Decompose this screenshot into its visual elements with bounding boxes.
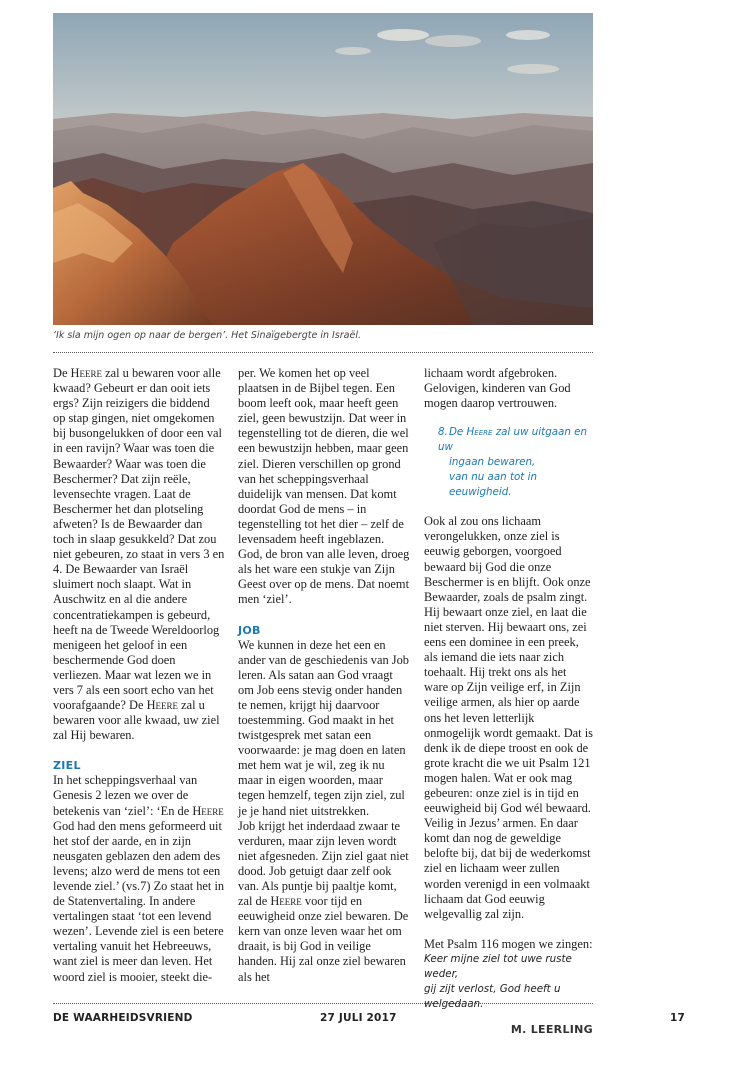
column-2 [238,366,410,985]
photo-caption: ‘Ik sla mijn ogen op naar de bergen’. Het Sinaïgebergte in Israël. [53,330,361,341]
paragraph: Met Psalm 116 mogen we zingen: [424,936,593,951]
spacer [424,922,593,937]
verse-number: 8. [438,426,448,439]
paragraph: lichaam wordt afgebroken. Gelovigen, kinderen van God mogen daarop vertrouwen. [424,366,571,411]
top-dotted-rule [53,352,593,353]
paragraph: per. We komen het op veel plaatsen in de Bijbel tegen. Een boom leeft ook, maar heeft geen ziel, geen bewustzijn. Dat weer in tegenstelling tot de dieren, die wel een bewustzijn hebben, maar geen ziel. Dieren verschillen op grond van het scheppingsverhaal duidelijk van mensen. Dat komt doordat God de mens – in tegenstelling tot het dier – zelf de levensadem heeft ingeblazen. God, de bron van alle leven, droeg als het ware een stukje van Zijn Geest over op de mens. Dat noemt men ‘ziel’. [238,366,410,607]
lord-smallcaps: Heere [466,426,493,439]
footer-dotted-rule [53,1003,593,1004]
paragraph: De Heere zal u bewaren voor alle kwaad? Gebeurt er dan ooit iets ergs? Zijn reizigers die biddend op stap gingen, niet omgekomen bij busongelukken of door een val in een ravijn? Waar was toen die Bewaarder? Waar was toen die Beschermer? Dat zijn reële, levensechte vragen. Laat de Beschermer het dan plotseling afweten? Is de Bewaarder dan toch in slaap gesukkeld? Dat zou niet gebeuren, zo staat in vers 3 en 4. De Bewaarder van Israël sluimert noch slaapt. Wat in Auschwitz en al die andere concentratiekampen is gebeurd, heeft na de Tweede Wereldoorlog menigeen het geloof in een beschermende God doen verliezen. Maar wat lezen we in vers 7 als een soort echo van het voorafgaande? De Heere zal u bewaren voor alle kwaad, uw ziel zal Hij bewaren. [53,366,225,743]
column-3 [424,366,593,1037]
footer-date: 27 JULI 2017 [320,1012,397,1024]
verse-line: ingaan bewaren, [449,456,536,469]
footer-page-number: 17 [669,1012,685,1024]
bible-verse-quote: 8.De Heere zal uw uitgaan en uw ingaan bewaren, van nu aan tot in eeuwigheid. [438,425,593,500]
verse-line: van nu aan tot in eeuwigheid. [449,471,537,499]
sinai-landscape-image [53,13,593,325]
paragraph: Ook al zou ons lichaam verongelukken, onze ziel is eeuwig geborgen, voorgoed bewaard bij God die onze Beschermer is en blijft. Ook onze Bewaarder, zoals de psalm zingt. Hij bewaart onze ziel, en laat die niet sterven. Hij bewaart ons, zei eens een dominee in een preek, als iemand die iets naar zich toehaalt. Hij trekt ons als het ware op Zijn veilige erf, in Zijn veilige armen, als hier op aarde ons het leven letterlijk onmogelijk wordt gemaakt. Dat is denk ik de diepe troost en ook de grote kracht die we uit Psalm 121 mogen halen. Wat er ook mag gebeuren: onze ziel is in tijd en eeuwigheid bij God wél bewaard. Veilig in Jezus’ armen. En daar komt dan nog de geweldige belofte bij, dat bij de wederkomst ziel en lichaam weer zullen worden verenigd in een volmaakt lichaam dat God eeuwig welgevallig zal zijn. [424,514,593,921]
lord-smallcaps: Heere [270,894,302,909]
lord-smallcaps: Heere [146,698,179,713]
mountain-photo [53,13,593,325]
lord-smallcaps: Heere [192,803,224,818]
column-1 [53,366,225,985]
lord-smallcaps: Heere [70,366,102,380]
psalm-quote-line: gij zijt verlost, God heeft u welgedaan. [424,982,561,1010]
section-heading-ziel: ZIEL [53,759,81,773]
paragraph: Job krijgt het inderdaad zwaar te verduren, maar zijn leven wordt niet afgesneden. Zijn ziel gaat niet dood. Job getuigt daar zelf ook van. Als puntje bij paaltje komt, zal de Heere voor tijd en eeuwigheid onze ziel bewaren. De kern van onze leven waar het om draait, is bij God in veilige handen. Hij zal onze ziel bewaren als het [238,818,409,984]
paragraph: We kunnen in deze het een en ander van de geschiedenis van Job leren. Als satan aan God vraagt om Job eens stevig onder handen te nemen, krijgt hij daarvoor toestemming. God maakt in het twistgesprek met satan een voorwaarde: je mag doen en laten met hem wat je wil, zeg ik nu maar in eigen woorden, maar tegen hemzelf, tegen zijn ziel, zul je je hand niet uitstrekken. [238,637,410,818]
author-name: M. LEERLING [510,1022,593,1036]
psalm-quote-line: Keer mijne ziel tot uwe ruste weder, [424,952,572,980]
section-heading-job: JOB [238,623,261,637]
paragraph: In het scheppingsverhaal van Genesis 2 lezen we over de betekenis van ‘ziel’: ‘En de Heere God had den mens geformeerd uit het stof der aarde, en in zijn neusgaten geblazen den adem des levens; alzo werd de mens tot een levende ziel.’ (vs.7) Zo staat het in de Statenvertaling. In andere vertalingen staat ‘tot een levend wezen’. Levende ziel is een betere vertaling vanuit het Hebreeuws, want ziel is meer dan leven. Het woord ziel is mooier, steekt die- [53,773,225,984]
footer-publication: DE WAARHEIDSVRIEND [53,1012,193,1024]
